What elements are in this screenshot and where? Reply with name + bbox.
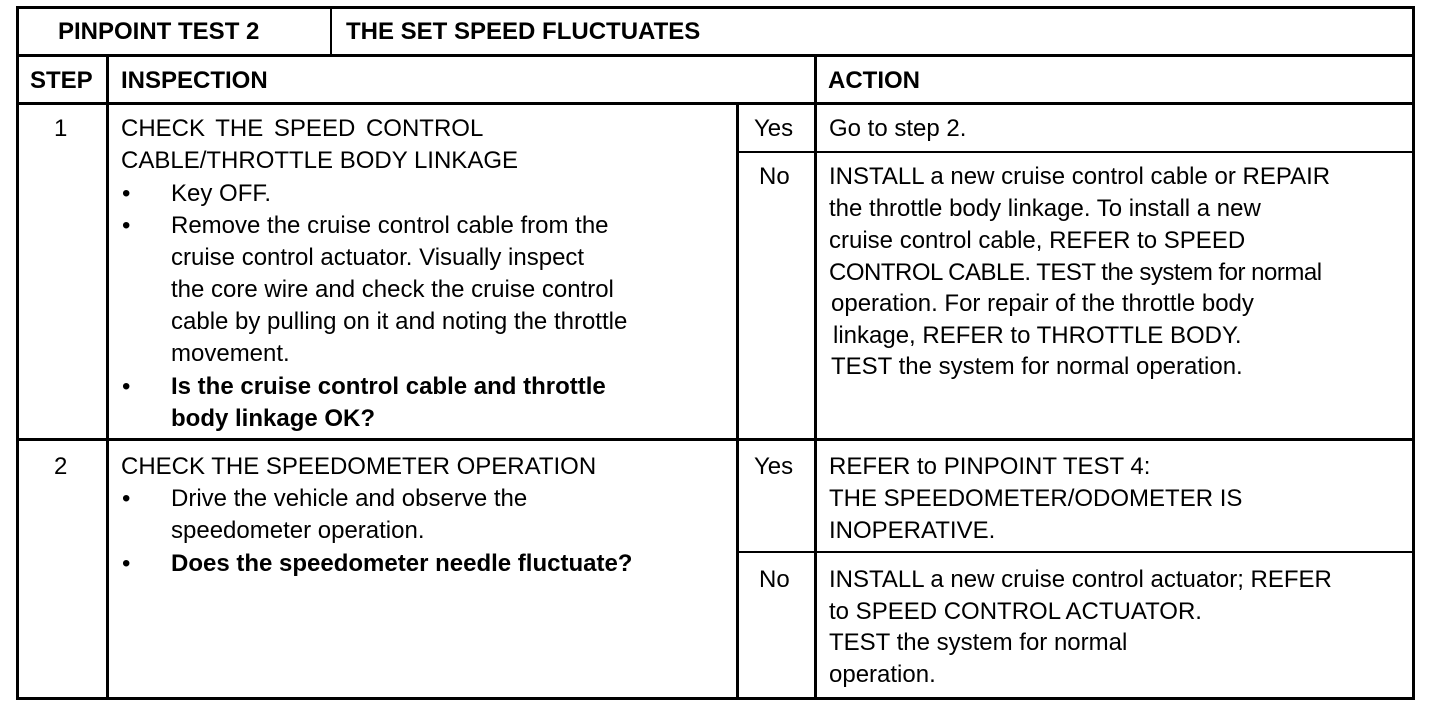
bullet-dot: • <box>122 212 131 239</box>
table-border-right <box>1412 6 1415 700</box>
bullet-dot: • <box>122 373 131 400</box>
no-action-line: TEST the system for normal operation. <box>831 353 1243 380</box>
no-action-line: the throttle body linkage. To install a new <box>829 195 1261 222</box>
bullet-dot: • <box>122 485 131 512</box>
bullet-text: the core wire and check the cruise control <box>171 276 614 303</box>
table-border-bottom <box>16 697 1415 700</box>
table-border-left <box>16 6 19 700</box>
bullet-text: cruise control actuator. Visually inspect <box>171 244 585 271</box>
header-title-divider <box>330 6 332 56</box>
bullet-text: cable by pulling on it and noting the throttle <box>171 308 628 335</box>
step-number: 1 <box>54 115 68 142</box>
no-action-line: TEST the system for normal <box>829 629 1128 656</box>
yes-action: Go to step 2. <box>829 115 967 142</box>
bullet-text: Key OFF. <box>171 180 272 207</box>
no-action-line: to SPEED CONTROL ACTUATOR. <box>829 598 1202 625</box>
no-action-line: cruise control cable, REFER to SPEED <box>829 227 1246 254</box>
test-title: THE SET SPEED FLUCTUATES <box>346 18 701 45</box>
no-action-line: operation. <box>829 661 936 688</box>
bullet-question: Is the cruise control cable and throttle <box>171 373 606 400</box>
action-column-divider <box>814 54 817 700</box>
yes-action-line: REFER to PINPOINT TEST 4: <box>829 453 1151 480</box>
test-id: PINPOINT TEST 2 <box>58 18 260 45</box>
bullet-text: Drive the vehicle and observe the <box>171 485 528 512</box>
no-action-line: INSTALL a new cruise control actuator; REFER <box>829 566 1332 593</box>
bullet-dot: • <box>122 550 131 577</box>
bullet-text: speedometer operation. <box>171 517 425 544</box>
no-action-line: linkage, REFER to THROTTLE BODY. <box>833 322 1242 349</box>
step-title-line: CABLE/THROTTLE BODY LINKAGE <box>121 147 518 174</box>
bullet-question: Does the speedometer needle fluctuate? <box>171 550 633 577</box>
answer-column-divider <box>736 102 739 700</box>
column-header-action: ACTION <box>828 67 920 94</box>
no-action-line: operation. For repair of the throttle body <box>831 290 1254 317</box>
step1-yes-no-divider <box>738 151 1415 153</box>
step-divider <box>16 438 1415 441</box>
table-border-top <box>16 6 1415 9</box>
column-header-step: STEP <box>30 67 93 94</box>
no-action-line: INSTALL a new cruise control cable or REPAIR <box>829 163 1331 190</box>
step-column-divider <box>106 54 109 700</box>
yes-action-line: THE SPEEDOMETER/ODOMETER IS <box>829 485 1243 512</box>
no-label: No <box>759 566 790 593</box>
bullet-text: Remove the cruise control cable from the <box>171 212 609 239</box>
yes-action-line: INOPERATIVE. <box>829 517 996 544</box>
step2-yes-no-divider <box>738 551 1415 553</box>
column-header-divider <box>16 102 1415 105</box>
no-action-line: CONTROL CABLE. TEST the system for normal <box>829 259 1322 286</box>
header-divider <box>16 54 1415 57</box>
step-title-line: CHECK THE SPEEDOMETER OPERATION <box>121 453 597 480</box>
bullet-text: movement. <box>171 340 290 367</box>
yes-label: Yes <box>754 453 794 480</box>
no-label: No <box>759 163 790 190</box>
step-title-line: CHECK THE SPEED CONTROL <box>121 115 484 142</box>
step-number: 2 <box>54 453 68 480</box>
bullet-question: body linkage OK? <box>171 405 376 432</box>
yes-label: Yes <box>754 115 794 142</box>
column-header-inspection: INSPECTION <box>121 67 268 94</box>
bullet-dot: • <box>122 180 131 207</box>
